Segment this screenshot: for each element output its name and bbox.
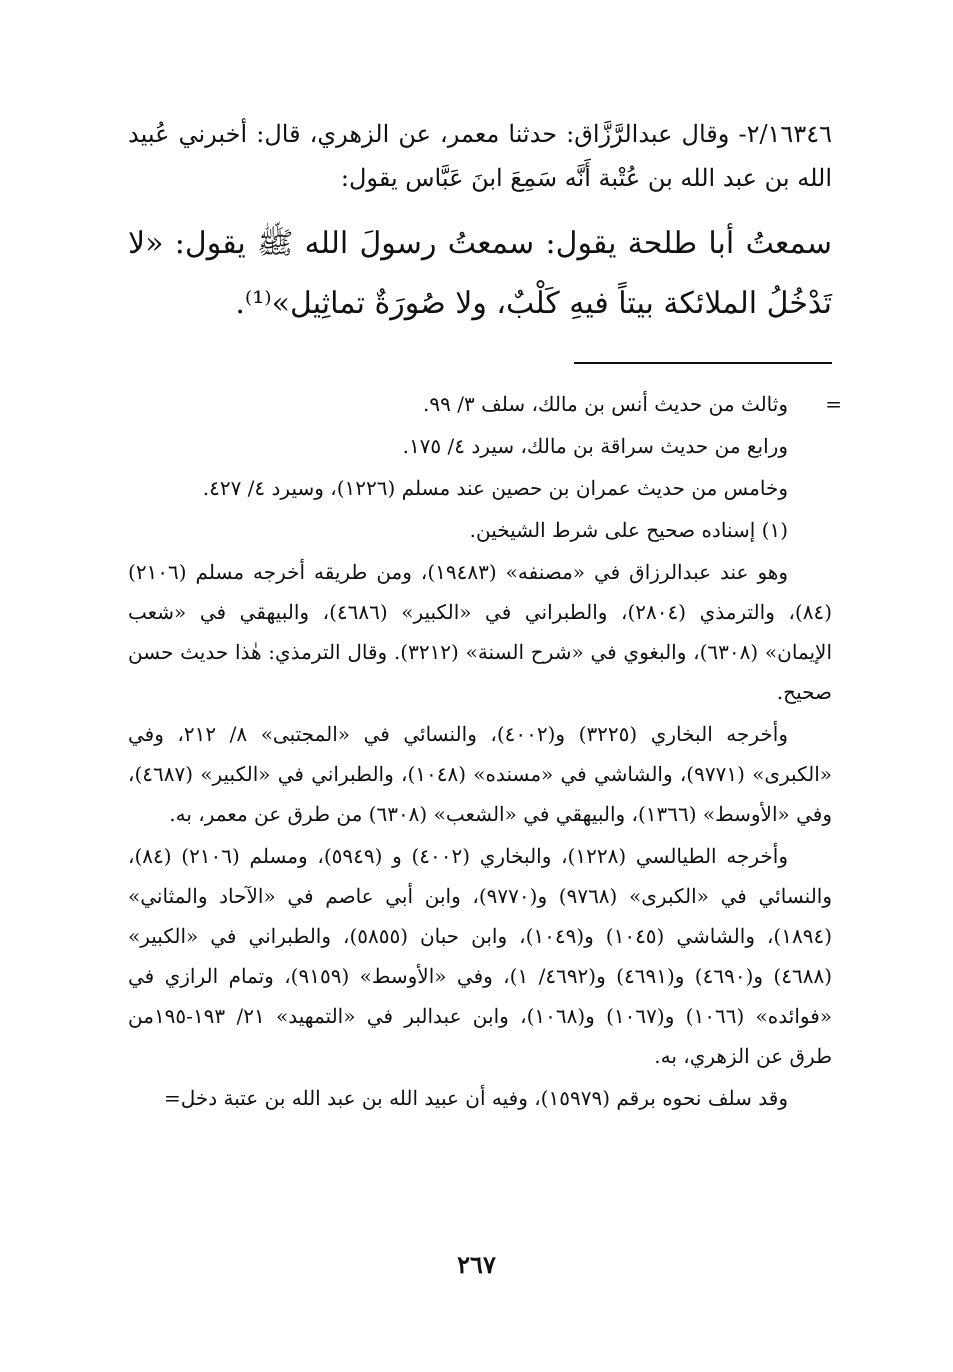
footnote-paragraph: وقد سلف نحوه برقم (١٥٩٧٩)، وفيه أن عبيد الله بن عبد الله بن عتبة دخل=: [163, 1086, 788, 1110]
footnote-paragraph: (١) إسناده صحيح على شرط الشيخين.: [469, 518, 788, 542]
continuation-marker: =: [825, 392, 842, 416]
page-number: ٢٦٧: [457, 1250, 496, 1279]
footnote-paragraph: وأخرجه الطيالسي (١٢٢٨)، والبخاري (٤٠٠٢) و (٥٩٤٩)، ومسلم (٢١٠٦) (٨٤)، والنسائي في «الكبرى» (٩٧٦٨) و(٩٧٧٠)، وابن أبي عاصم في «الآحاد والمثاني» (١٨٩٤)، والشاشي (١٠٤٥) و(١٠٤٩)، وابن حبان (٥٨٥٥)، والطبراني في «الكبير» (٤٦٨٨) و(٤٦٩٠) و(٤٦٩١) و(٤٦٩٢/ ١)، وفي «الأوسط» (٩١٥٩)، وتمام الرازي في «فوائده» (١٠٦٦) و(١٠٦٧) و(١٠٦٨)، وابن عبدالبر في «التمهيد» ٢١/ ١٩٣-١٩٥من طرق عن الزهري، به.: [128, 844, 833, 1068]
footnote-paragraph: وخامس من حديث عمران بن حصين عند مسلم (١٢٢٦)، وسيرد ٤/ ٤٢٧.: [202, 476, 788, 500]
page-content: [128, 112, 842, 1120]
footnote-paragraph: وأخرجه البخاري (٣٢٢٥) و(٤٠٠٢)، والنسائي في «المجتبى» ٨/ ٢١٢، وفي «الكبرى» (٩٧٧١)، والشاشي في «مسنده» (١٠٤٨)، والطبراني في «الكبير» (٤٦٨٧)، وفي «الأوسط» (١٣٦٦)، والبيهقي في «الشعب» (٦٣٠٨) من طرق عن معمر، به.: [128, 722, 833, 826]
footnote-paragraph: [128, 384, 842, 424]
footnote-paragraph: ورابع من حديث سراقة بن مالك، سيرد ٤/ ١٧٥.: [402, 434, 788, 458]
hadith-isnad: ٢/١٦٣٤٦- وقال عبدالرَّزَّاق: حدثنا معمر، عن الزهري، قال: أخبرني عُبيد الله بن عبد الله بن عُتْبة أَنَّه سَمِعَ ابنَ عَبَّاس يقول:: [128, 120, 832, 192]
footnote-text: وثالث من حديث أنس بن مالك، سلف ٣/ ٩٩.: [423, 392, 788, 416]
footnotes: [128, 384, 842, 1118]
footnote-paragraph: وهو عند عبدالرزاق في «مصنفه» (١٩٤٨٣)، ومن طريقه أخرجه مسلم (٢١٠٦) (٨٤)، والترمذي (٢٨٠٤)، والطبراني في «الكبير» (٤٦٨٦)، والبيهقي في «شعب الإيمان» (٦٣٠٨)، والبغوي في «شرح السنة» (٣٢١٢). وقال الترمذي: هٰذا حديث حسن صحيح.: [128, 560, 832, 704]
footnote-separator: [574, 362, 832, 364]
hadith-matn: سمعتُ أبا طلحة يقول: سمعتُ رسولَ الله ﷺ يقول: «لا تَدْخُلُ الملائكة بيتاً فيهِ كَلْبٌ، ولا صُورَةٌ تماثِيل»⁽¹⁾.: [128, 226, 832, 321]
